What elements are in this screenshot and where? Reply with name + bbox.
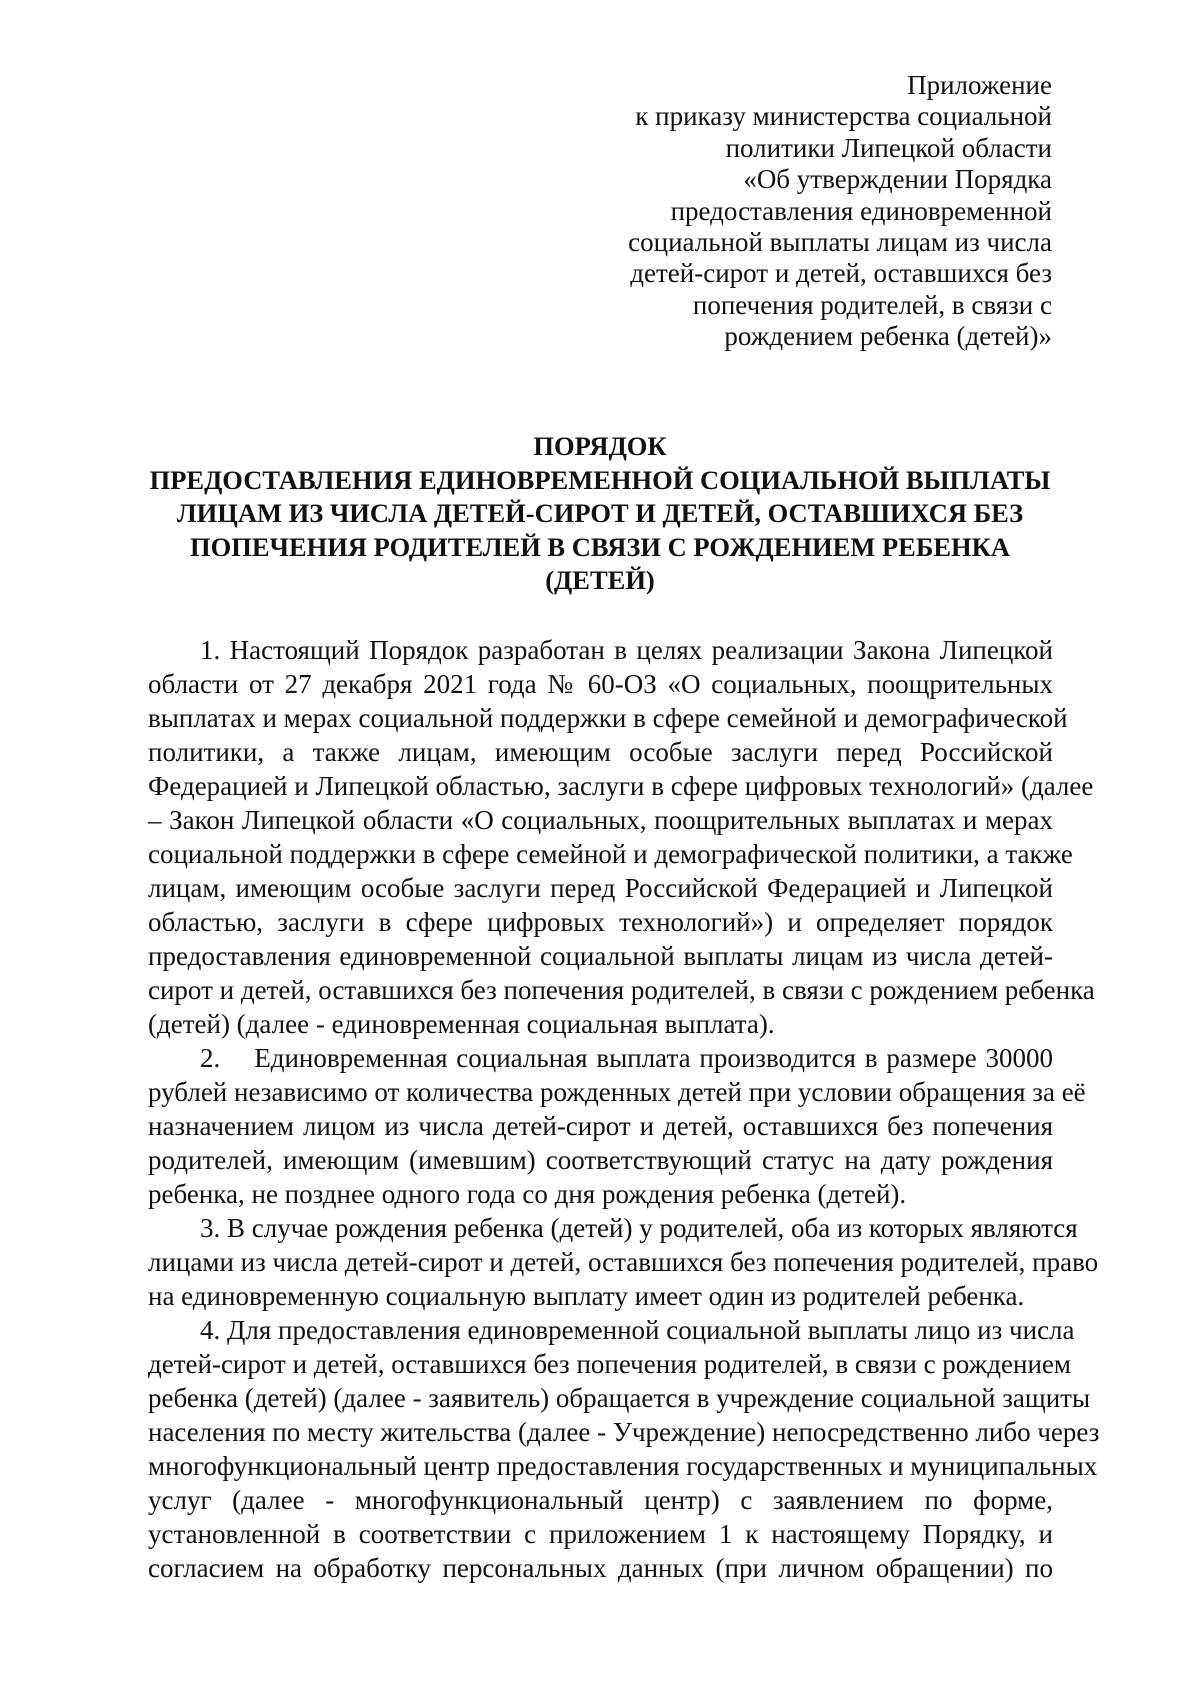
body-line: выплатах и мерах социальной поддержки в сфере семейной и демографической: [148, 703, 1068, 733]
body-line: 4. Для предоставления единовременной социальной выплаты лицо из числа: [200, 1315, 1075, 1345]
body-line: назначением лицом из числа детей-сирот и детей, оставшихся без попечения: [148, 1111, 1053, 1141]
body-line: областью, заслуги в сфере цифровых технологий») и определяет порядок: [148, 907, 1053, 937]
body-line: установленной в соответствии с приложением 1 к настоящему Порядку, и: [148, 1519, 1053, 1549]
paragraph-1: [148, 633, 1095, 1041]
body-line: социальной поддержки в сфере семейной и демографической политики, а также: [148, 839, 1073, 869]
document-title: [140, 430, 1060, 598]
title-line: ПРЕДОСТАВЛЕНИЯ ЕДИНОВРЕМЕННОЙ СОЦИАЛЬНОЙ ВЫПЛАТЫ: [149, 464, 1051, 495]
body-line: 1. Настоящий Порядок разработан в целях реализации Закона Липецкой: [200, 635, 1053, 665]
body-line: – Закон Липецкой области «О социальных, поощрительных выплатах и мерах: [148, 805, 1053, 835]
appendix-line: детей-сирот и детей, оставшихся без: [630, 258, 1052, 289]
body-line: области от 27 декабря 2021 года № 60-ОЗ «О социальных, поощрительных: [148, 669, 1053, 699]
body-line: ребенка, не позднее одного года со дня рождения ребенка (детей).: [148, 1179, 907, 1209]
paragraph-2: [148, 1041, 1086, 1211]
body-line: на единовременную социальную выплату имеет один из родителей ребенка.: [148, 1281, 1025, 1311]
title-line: ПОПЕЧЕНИЯ РОДИТЕЛЕЙ В СВЯЗИ С РОЖДЕНИЕМ РЕБЕНКА: [189, 531, 1011, 562]
body-line: политики, а также лицам, имеющим особые заслуги перед Российской: [148, 737, 1053, 767]
appendix-line: «Об утверждении Порядка: [743, 164, 1052, 195]
document-body: [148, 633, 1100, 1585]
body-line: Федерацией и Липецкой областью, заслуги в сфере цифровых технологий» (далее: [148, 771, 1094, 801]
paragraph-3: [148, 1211, 1099, 1313]
appendix-line: предоставления единовременной: [670, 195, 1052, 226]
appendix-line: рождением ребенка (детей)»: [724, 321, 1052, 352]
appendix-line: социальной выплаты лицам из числа: [628, 227, 1052, 258]
body-line: услуг (далее - многофункциональный центр) с заявлением по форме,: [148, 1485, 1053, 1515]
body-line: населения по месту жительства (далее - Учреждение) непосредственно либо через: [148, 1417, 1100, 1447]
body-line: родителей, имеющим (имевшим) соответствующий статус на дату рождения: [148, 1145, 1053, 1175]
body-line: лицами из числа детей-сирот и детей, оставшихся без попечения родителей, право: [148, 1247, 1099, 1277]
body-line: ребенка (детей) (далее - заявитель) обращается в учреждение социальной защиты: [148, 1383, 1091, 1413]
body-line: детей-сирот и детей, оставшихся без попечения родителей, в связи с рождением: [148, 1349, 1071, 1379]
body-line: (детей) (далее - единовременная социальная выплата).: [148, 1009, 775, 1039]
title-line: ЛИЦАМ ИЗ ЧИСЛА ДЕТЕЙ-СИРОТ И ДЕТЕЙ, ОСТАВШИХСЯ БЕЗ: [176, 498, 1024, 528]
title-line: (ДЕТЕЙ): [545, 565, 655, 595]
appendix-header: [532, 70, 1052, 353]
body-line: согласием на обработку персональных данных (при личном обращении) по: [148, 1553, 1053, 1583]
title-line: ПОРЯДОК: [533, 431, 667, 461]
paragraph-number: 2.: [200, 1043, 221, 1073]
body-line-text: Единовременная социальная выплата производится в размере 30000: [254, 1043, 1053, 1073]
body-line: лицам, имеющим особые заслуги перед Российской Федерацией и Липецкой: [148, 873, 1053, 903]
appendix-line: к приказу министерства социальной: [635, 101, 1052, 132]
body-line: сирот и детей, оставшихся без попечения родителей, в связи с рождением ребенка: [148, 975, 1095, 1005]
appendix-line: Приложение: [907, 70, 1052, 100]
body-line: предоставления единовременной социальной выплаты лицам из числа детей-: [148, 941, 1053, 971]
body-line: многофункциональный центр предоставления государственных и муниципальных: [148, 1451, 1098, 1481]
appendix-line: политики Липецкой области: [725, 132, 1052, 163]
body-line: рублей независимо от количества рожденных детей при условии обращения за её: [148, 1077, 1086, 1107]
body-line: [148, 1041, 1053, 1075]
paragraph-4: [148, 1313, 1100, 1585]
appendix-line: попечения родителей, в связи с: [692, 289, 1052, 320]
body-line: 3. В случае рождения ребенка (детей) у родителей, оба из которых являются: [200, 1213, 1078, 1243]
